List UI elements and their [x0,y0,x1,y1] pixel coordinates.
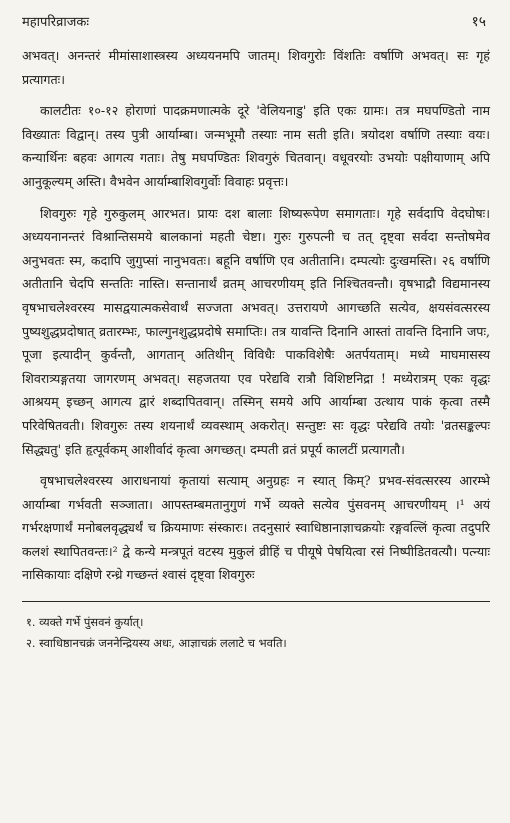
footnote-divider [22,601,490,602]
paragraph: वृषभाचलेश्वरस्य आराधनायां कृतायां सत्याम् अनुग्रहः न स्यात् किम्? प्रभव-संवत्सरस्य आरम्भे आर्याम्बा गर्भवती सञ्जाता। आपस्तम्बमतानुगुणं गर्भे व्यक्ते सत्येव पुंसवनम् आचरणीयम् ।¹ अयं गर्भरक्षणार्थं मनोबलवृद्ध्यर्थं च क्रियमाणः संस्कारः। तदनुसारं स्वाधिष्ठानाज्ञाचक्रयोः रङ्गवल्लिं कृत्वा तदुपरि कलशं स्थापितवन्तः।² द्वे कन्ये मन्त्रपूतं वटस्य मुकुलं व्रीहिं च पीयूषे पेषयित्वा रसं निष्पीडितवत्यौ। पत्न्याः नासिकायाः दक्षिणे रन्ध्रे गच्छन्तं श्वासं दृष्ट्वा शिवगुरुः [22,473,490,583]
footnote: १. व्यक्ते गर्भे पुंसवनं कुर्यात्। [26,615,144,630]
page-number: १५ [471,14,486,30]
running-title: महापरिव्राजकः [22,15,89,30]
paragraph: शिवगुरुः गृहे गुरुकुलम् आरभत। प्रायः दश बालाः शिष्यरूपेण समागताः। गृहे सर्वदापि वेदघोषः। अध्ययनानन्तरं विश्रान्तिसमये बालकानां महती चेष्टा। गुरुः गुरुपत्नी च तत् दृष्ट्वा सर्वदा सन्तोषमेव अनुभवतः स्म, कदापि जुगुप्सां नानुभवतः। बहूनि वर्षाणि एव अतीतानि। दम्पत्योः दुःखमस्ति। २६ वर्षाणि अतीतानि चेदपि सन्ततिः नास्ति। सन्तानार्थं व्रतम् आचरणीयम् इति निश्चितवन्तौ। वृषभाद्रौ विद्यमानस्य वृषभाचलेश्वरस्य मासद्वयात्मकसेवार्थं सज्जता अभवत्। उत्तरायणे आगच्छति सत्येव, क्षयसंवत्सरस्य पुष्यशुद्धप्रदोषात् व्रतारम्भः, फाल्गुनशुद्धप्रदोषे समाप्तिः। तत्र यावन्ति दिनानि आस्तां तावन्ति दिनानि जपः, पूजा इत्यादीन् कुर्वन्तौ, आगतान् अतिथीन् विविधैः पाकविशेषैः अतर्पयताम्। मध्ये माघमासस्य शिवरात्र्यङ्गतया जागरणम् अभवत्। सहजतया एव परेद्यवि रात्रौ विशिष्टनिद्रा ! मध्येरात्रम् एकः वृद्धः आश्रयम् इच्छन् आगत्य द्वारं शब्दापितवान्। तस्मिन् समये अपि आर्याम्बा उत्थाय पाकं कृत्वा तस्मै परिवेषितवती। शिवगुरुः तस्य शयनार्थं व्यवस्थाम् अकरोत्। सन्तुष्टः सः वृद्धः परेद्यवि तयोः 'व्रतसङ्कल्पः सिद्ध्यतु' इति हृत्पूर्वकम् आशीर्वादं कृत्वा अगच्छत्। दम्पती व्रतं प्रपूर्य कालटीं प्रत्यागतौ। [22,205,490,457]
paragraph: कालटीतः १०-१२ होराणां पादक्रमणात्मके दूरे 'वेलियनाडु' इति एकः ग्रामः। तत्र मघपण्डितो नाम विख्यातः विद्वान्। तस्य पुत्री आर्याम्बा। जन्मभूमौ तस्याः नाम सती इति। त्रयोदश वर्षाणि तस्याः वयः। कन्यार्थिनः बहवः आगत्य गताः। तेषु मघपण्डितः शिवगुरुं चितवान्। वधूवरयोः उभयोः पक्षीयाणाम् अपि आनुकूल्यम् अस्ति। वैभवेन आर्याम्बाशिवगुर्वोः विवाहः प्रवृत्तः। [22,103,490,189]
footnote: २. स्वाधिष्ठानचक्रं जननेन्द्रियस्य अधः, आज्ञाचक्रं ललाटे च भवति। [26,636,287,651]
body-text [22,44,490,587]
running-header [22,0,490,34]
footnotes [22,612,490,654]
paragraph: अभवत्। अनन्तरं मीमांसाशास्त्रस्य अध्ययनमपि जातम्। शिवगुरोः विंशतिः वर्षाणि अभवत्। सः गृहं प्रत्यागतः। [22,48,490,87]
